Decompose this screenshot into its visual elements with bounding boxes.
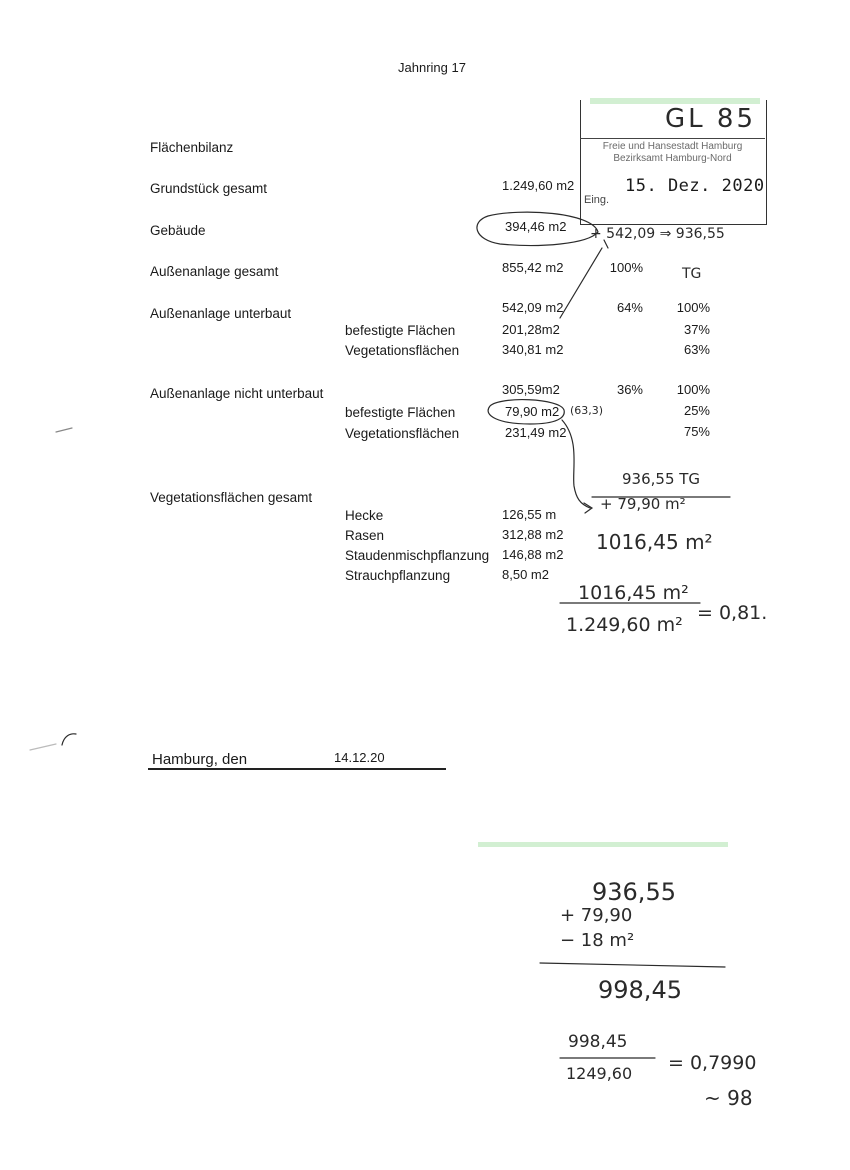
gebaeude-label: Gebäude bbox=[150, 223, 206, 238]
hand-sum-1: + 542,09 ⇒ 936,55 bbox=[590, 226, 725, 242]
grundstueck-value: 1.249,60 m2 bbox=[502, 178, 575, 193]
unterbaut-befestigt-pct: 37% bbox=[683, 322, 710, 337]
hand-ratio2-num: 998,45 bbox=[568, 1032, 628, 1052]
hand-calc-b2: + 79,90 bbox=[560, 905, 633, 926]
nicht-unterbaut-befestigt-pct: 25% bbox=[683, 403, 710, 418]
stamp-authority bbox=[580, 141, 765, 171]
stray-mark-3 bbox=[30, 744, 56, 750]
strauch-value: 8,50 m2 bbox=[502, 567, 549, 582]
unterbaut-befestigt-value: 201,28m2 bbox=[502, 322, 560, 337]
footer-place: Hamburg, den bbox=[152, 751, 248, 768]
aussen-unterbaut-pct2: 100% bbox=[676, 300, 710, 315]
highlight-mark-middle bbox=[478, 842, 728, 847]
aussen-nicht-unterbaut-pct2: 100% bbox=[676, 382, 710, 397]
aussen-gesamt-label: Außenanlage gesamt bbox=[150, 264, 279, 279]
hand-calc-a1: 936,55 TG bbox=[622, 470, 701, 488]
stauden-label: Staudenmischpflanzung bbox=[345, 548, 490, 563]
stamp-eing-label: Eing. bbox=[584, 194, 610, 206]
hand-ratio-den: 1.249,60 m² bbox=[566, 614, 683, 636]
stamp-line-2: Bezirksamt Hamburg-Nord bbox=[613, 153, 732, 164]
hand-calc-b1: 936,55 bbox=[592, 878, 676, 906]
hand-ratio-res: = 0,81. bbox=[697, 602, 768, 624]
stamp-date: 15. Dez. 2020 bbox=[625, 176, 765, 196]
arrow-head bbox=[584, 503, 592, 513]
hand-calc-a3: 1016,45 m² bbox=[596, 530, 713, 554]
stray-mark-1 bbox=[56, 428, 72, 432]
hecke-value: 126,55 m bbox=[502, 507, 557, 522]
nicht-unterbaut-vegetation-pct: 75% bbox=[683, 424, 710, 439]
unterbaut-vegetation-pct: 63% bbox=[683, 342, 710, 357]
rasen-value: 312,88 m2 bbox=[502, 527, 564, 542]
document-header-title: Jahnring 17 bbox=[398, 60, 466, 75]
footer-underline bbox=[148, 768, 446, 770]
hecke-label: Hecke bbox=[345, 508, 384, 523]
stamp-divider bbox=[580, 138, 765, 139]
hand-ratio-num: 1016,45 m² bbox=[578, 582, 689, 604]
nicht-unterbaut-befestigt-value: 79,90 m2 bbox=[505, 404, 560, 419]
nicht-unterbaut-vegetation-label: Vegetationsflächen bbox=[345, 426, 460, 441]
unterbaut-vegetation-label: Vegetationsflächen bbox=[345, 343, 460, 358]
nicht-unterbaut-befestigt-label: befestigte Flächen bbox=[345, 405, 456, 420]
hand-ratio2-approx: ~ 98 bbox=[704, 1086, 753, 1110]
slash-line bbox=[560, 248, 602, 318]
hand-calc-b4: 998,45 bbox=[598, 976, 682, 1004]
stauden-value: 146,88 m2 bbox=[502, 547, 564, 562]
stray-mark-2 bbox=[62, 734, 76, 745]
flaechenbilanz-heading: Flächenbilanz bbox=[150, 140, 234, 155]
footer-date: 14.12.20 bbox=[334, 750, 385, 765]
nicht-unterbaut-vegetation-value: 231,49 m2 bbox=[505, 425, 567, 440]
hand-note-63: (63,3) bbox=[570, 404, 604, 417]
hand-tg: TG bbox=[682, 266, 702, 282]
sum-line-b bbox=[540, 963, 725, 967]
aussen-unterbaut-label: Außenanlage unterbaut bbox=[150, 306, 292, 321]
hand-ratio2-res: = 0,7990 bbox=[668, 1052, 757, 1074]
strauch-label: Strauchpflanzung bbox=[345, 568, 451, 583]
aussen-nicht-unterbaut-value: 305,59m2 bbox=[502, 382, 560, 397]
aussen-nicht-unterbaut-pct1: 36% bbox=[616, 382, 643, 397]
unterbaut-vegetation-value: 340,81 m2 bbox=[502, 342, 564, 357]
stamp-line-1: Freie und Hansestadt Hamburg bbox=[602, 141, 743, 152]
unterbaut-befestigt-label: befestigte Flächen bbox=[345, 323, 456, 338]
rasen-label: Rasen bbox=[345, 528, 385, 543]
hand-calc-a2: + 79,90 m² bbox=[600, 495, 686, 513]
aussen-nicht-unterbaut-label: Außenanlage nicht unterbaut bbox=[150, 386, 324, 401]
grundstueck-label: Grundstück gesamt bbox=[150, 181, 268, 196]
hand-calc-b3: − 18 m² bbox=[560, 930, 635, 951]
aussen-gesamt-pct: 100% bbox=[609, 260, 643, 275]
aussen-gesamt-value: 855,42 m2 bbox=[502, 260, 564, 275]
hand-ratio2-den: 1249,60 bbox=[566, 1064, 633, 1083]
gebaeude-value: 394,46 m2 bbox=[505, 219, 567, 234]
aussen-unterbaut-value: 542,09 m2 bbox=[502, 300, 564, 315]
stamp-handwritten-code: GL 85 bbox=[665, 104, 756, 134]
vegetation-gesamt-label: Vegetationsflächen gesamt bbox=[150, 490, 313, 505]
aussen-unterbaut-pct1: 64% bbox=[616, 300, 643, 315]
